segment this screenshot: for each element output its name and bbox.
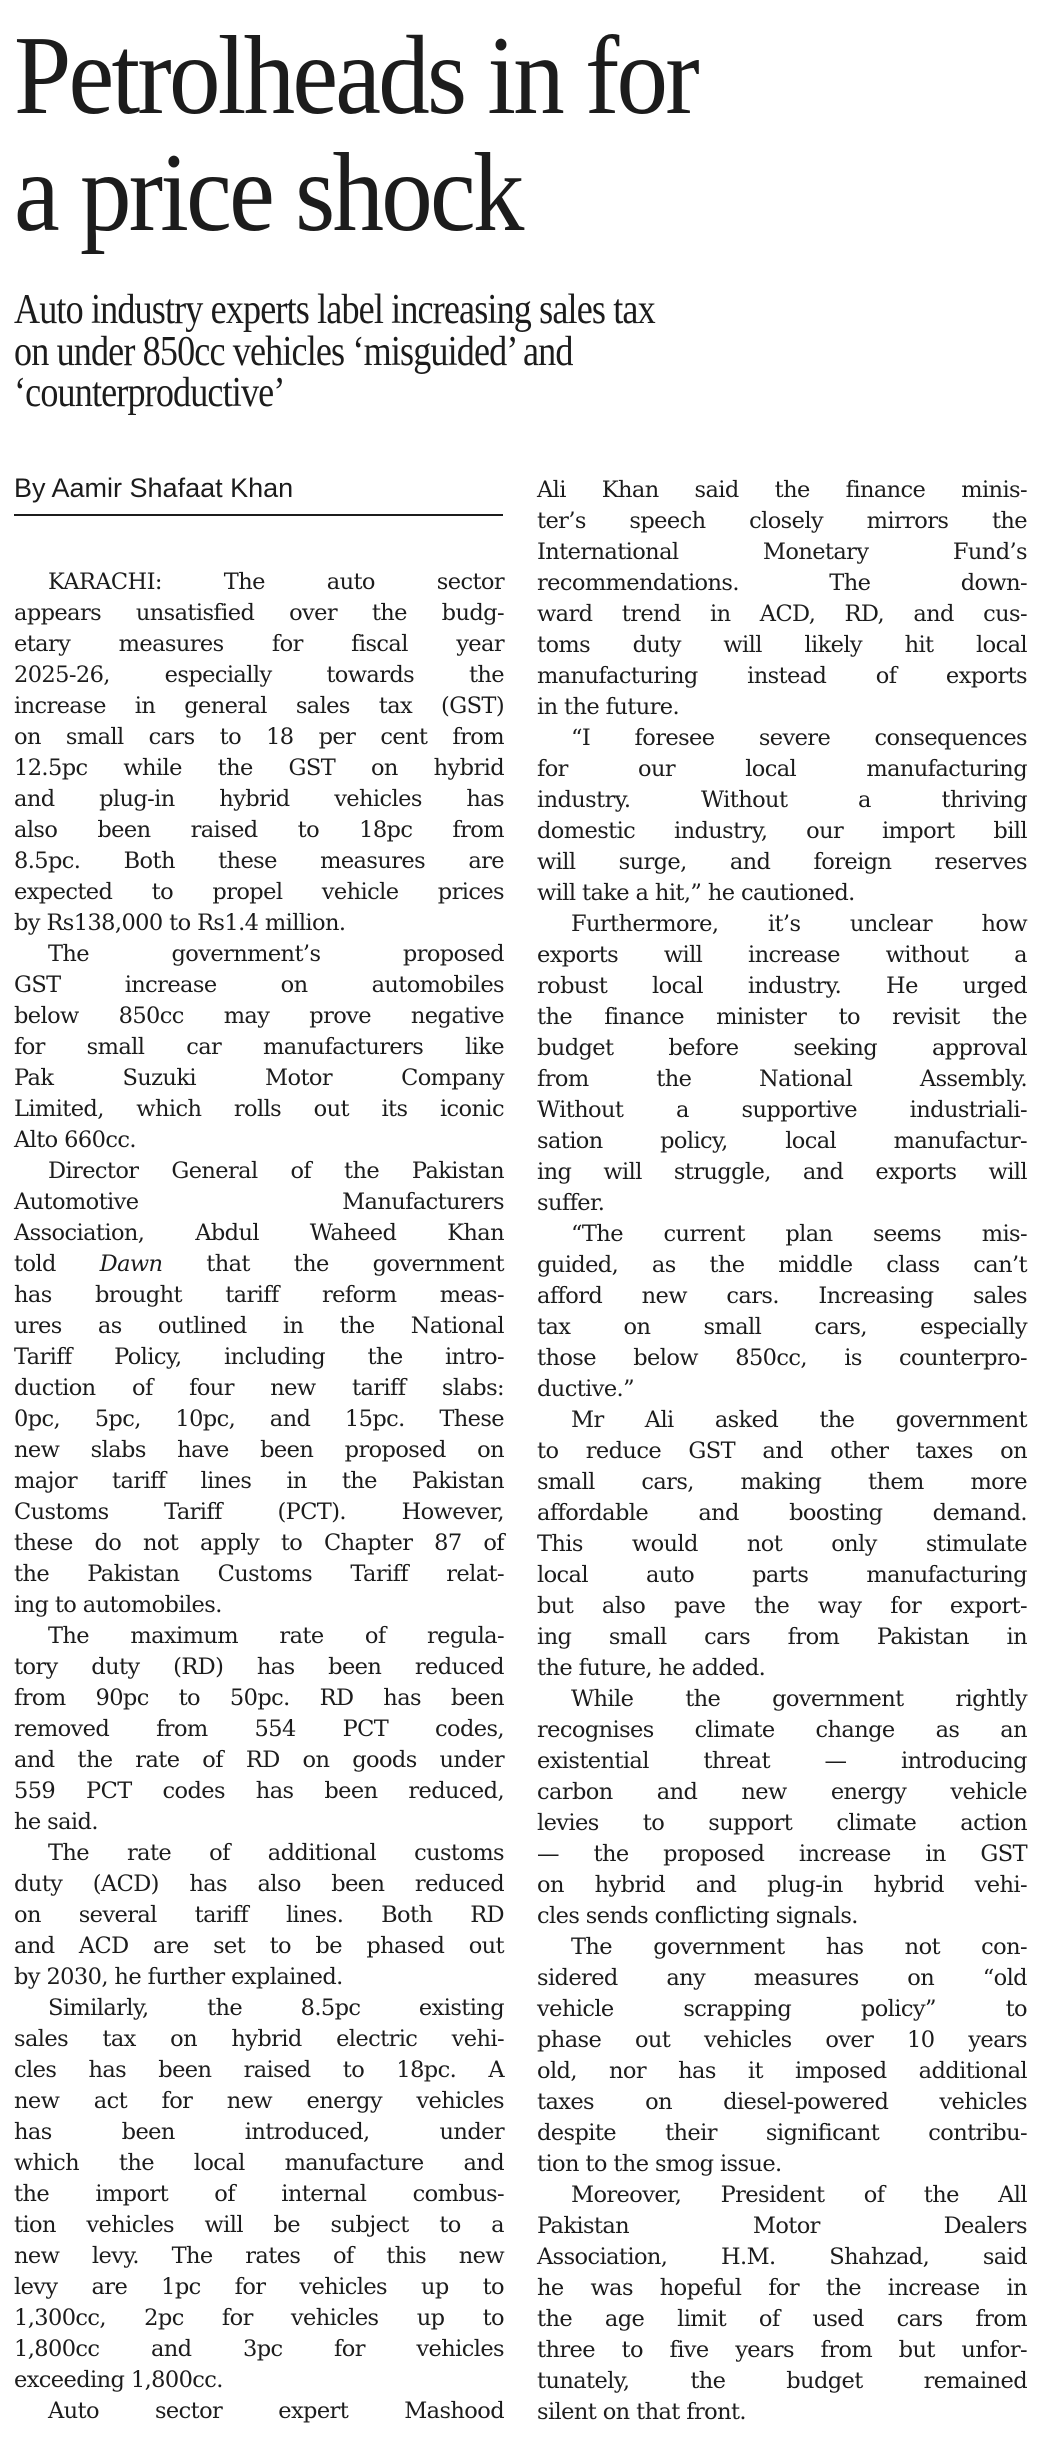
text-line: existential threat — introducing bbox=[537, 1748, 1027, 1774]
text-line: Customs Tariff (PCT). However, bbox=[14, 1499, 504, 1525]
text-line: but also pave the way for export- bbox=[537, 1593, 1027, 1619]
text-line: the age limit of used cars from bbox=[537, 2306, 1027, 2332]
text-line: robust local industry. He urged bbox=[537, 973, 1027, 999]
text-line: also been raised to 18pc from bbox=[14, 817, 504, 843]
text-line: by 2030, he further explained. bbox=[14, 1964, 343, 1990]
text-line: and the rate of RD on goods under bbox=[14, 1747, 504, 1773]
text-line: the future, he added. bbox=[537, 1655, 766, 1681]
text-line: exceeding 1,800cc. bbox=[14, 2367, 223, 2393]
subheadline-line-2: on under 850cc vehicles ‘misguided’ and bbox=[14, 328, 573, 375]
text-line: sidered any measures on “old bbox=[537, 1965, 1027, 1991]
text-line: duction of four new tariff slabs: bbox=[14, 1375, 504, 1401]
text-line: old, nor has it imposed additional bbox=[537, 2058, 1027, 2084]
text-line: from 90pc to 50pc. RD has been bbox=[14, 1685, 504, 1711]
text-line: which the local manufacture and bbox=[14, 2150, 504, 2176]
paragraph-start-line: KARACHI: The auto sector bbox=[48, 569, 504, 595]
text-line: guided, as the middle class can’t bbox=[537, 1252, 1027, 1278]
text-line: Automotive Manufacturers bbox=[14, 1189, 504, 1215]
subheadline bbox=[14, 287, 655, 416]
text-line: duty (ACD) has also been reduced bbox=[14, 1871, 504, 1897]
text-line: tunately, the budget remained bbox=[537, 2368, 1027, 2394]
text-line: from the National Assembly. bbox=[537, 1066, 1027, 1092]
text-line: small cars, making them more bbox=[537, 1469, 1027, 1495]
text-line: Association, Abdul Waheed Khan bbox=[14, 1220, 504, 1246]
text-line: in the future. bbox=[537, 694, 680, 720]
text-line: exports will increase without a bbox=[537, 942, 1027, 968]
paragraph-start-line: “I foresee severe consequences bbox=[571, 725, 1027, 751]
text-line: to reduce GST and other taxes on bbox=[537, 1438, 1027, 1464]
text-line: 1,800cc and 3pc for vehicles bbox=[14, 2336, 504, 2362]
article-column-right bbox=[537, 475, 1027, 2428]
text-line: ing will struggle, and exports will bbox=[537, 1159, 1027, 1185]
headline-line-2: a price shock bbox=[14, 131, 522, 255]
paragraph-start-line: Director General of the Pakistan bbox=[48, 1158, 504, 1184]
text-line: This would not only stimulate bbox=[537, 1531, 1027, 1557]
text-line: tion vehicles will be subject to a bbox=[14, 2212, 504, 2238]
text-line: has been introduced, under bbox=[14, 2119, 504, 2145]
paragraph-start-line: Mr Ali asked the government bbox=[571, 1407, 1027, 1433]
paragraph-start-line: The maximum rate of regula- bbox=[48, 1623, 504, 1649]
text-line: Pak Suzuki Motor Company bbox=[14, 1065, 504, 1091]
text-line: etary measures for fiscal year bbox=[14, 631, 504, 657]
text-line: tory duty (RD) has been reduced bbox=[14, 1654, 504, 1680]
text-line: the Pakistan Customs Tariff relat- bbox=[14, 1561, 504, 1587]
text-line: domestic industry, our import bill bbox=[537, 818, 1027, 844]
text-line: has brought tariff reform meas- bbox=[14, 1282, 504, 1308]
text-line: ward trend in ACD, RD, and cus- bbox=[537, 601, 1027, 627]
subheadline-line-3: ‘counterproductive’ bbox=[14, 370, 285, 416]
text-line: new slabs have been proposed on bbox=[14, 1437, 504, 1463]
text-line: removed from 554 PCT codes, bbox=[14, 1716, 504, 1742]
text-line: GST increase on automobiles bbox=[14, 972, 504, 998]
text-line: by Rs138,000 to Rs1.4 million. bbox=[14, 910, 346, 936]
text-line: the finance minister to revisit the bbox=[537, 1004, 1027, 1030]
text-line: levy are 1pc for vehicles up to bbox=[14, 2274, 504, 2300]
text-line: will take a hit,” he cautioned. bbox=[537, 880, 855, 906]
text-line: carbon and new energy vehicle bbox=[537, 1779, 1027, 1805]
text-line: recommendations. The down- bbox=[537, 570, 1027, 596]
text-line: Ali Khan said the finance minis- bbox=[537, 477, 1027, 503]
text-line: appears unsatisfied over the budg- bbox=[14, 600, 504, 626]
text-line: new act for new energy vehicles bbox=[14, 2088, 504, 2114]
text-line: vehicle scrapping policy” to bbox=[537, 1996, 1027, 2022]
byline: By Aamir Shafaat Khan bbox=[14, 473, 294, 503]
article-column-left bbox=[14, 567, 504, 2427]
text-line: 559 PCT codes has been reduced, bbox=[14, 1778, 504, 1804]
text-line: 8.5pc. Both these measures are bbox=[14, 848, 504, 874]
text-line: 0pc, 5pc, 10pc, and 15pc. These bbox=[14, 1406, 504, 1432]
text-line: tax on small cars, especially bbox=[537, 1314, 1027, 1340]
text-line: 12.5pc while the GST on hybrid bbox=[14, 755, 504, 781]
paragraph-start-line: The government has not con- bbox=[571, 1934, 1027, 1960]
text-line: sales tax on hybrid electric vehi- bbox=[14, 2026, 504, 2052]
text-line: phase out vehicles over 10 years bbox=[537, 2027, 1027, 2053]
text-line: Limited, which rolls out its iconic bbox=[14, 1096, 504, 1122]
paragraph-start-line: Moreover, President of the All bbox=[571, 2182, 1027, 2208]
text-line: silent on that front. bbox=[537, 2399, 746, 2425]
text-line: expected to propel vehicle prices bbox=[14, 879, 504, 905]
text-line: below 850cc may prove negative bbox=[14, 1003, 504, 1029]
text-line: despite their significant contribu- bbox=[537, 2120, 1027, 2146]
text-line: affordable and boosting demand. bbox=[537, 1500, 1027, 1526]
text-line: recognises climate change as an bbox=[537, 1717, 1027, 1743]
text-line: major tariff lines in the Pakistan bbox=[14, 1468, 504, 1494]
text-line: ter’s speech closely mirrors the bbox=[537, 508, 1027, 534]
text-line: budget before seeking approval bbox=[537, 1035, 1027, 1061]
text-line: new levy. The rates of this new bbox=[14, 2243, 504, 2269]
paragraph-start-line: The rate of additional customs bbox=[48, 1840, 504, 1866]
text-line: for small car manufacturers like bbox=[14, 1034, 504, 1060]
text-line: will surge, and foreign reserves bbox=[537, 849, 1027, 875]
text-line: Tariff Policy, including the intro- bbox=[14, 1344, 504, 1370]
paragraph-start-line: While the government rightly bbox=[571, 1686, 1027, 1712]
text-line: ures as outlined in the National bbox=[14, 1313, 504, 1339]
text-line: manufacturing instead of exports bbox=[537, 663, 1027, 689]
text-line: afford new cars. Increasing sales bbox=[537, 1283, 1027, 1309]
byline-divider bbox=[14, 514, 503, 516]
publication-name: Dawn bbox=[99, 1251, 163, 1277]
text-line: toms duty will likely hit local bbox=[537, 632, 1027, 658]
text-line: the import of internal combus- bbox=[14, 2181, 504, 2207]
text-line: cles sends conflicting signals. bbox=[537, 1903, 858, 1929]
text-line: on several tariff lines. Both RD bbox=[14, 1902, 504, 1928]
paragraph-start-line: Auto sector expert Mashood bbox=[48, 2398, 504, 2424]
text-line: ing small cars from Pakistan in bbox=[537, 1624, 1027, 1650]
text-line: for our local manufacturing bbox=[537, 756, 1027, 782]
text-line: and plug-in hybrid vehicles has bbox=[14, 786, 504, 812]
text-line: tion to the smog issue. bbox=[537, 2151, 782, 2177]
paragraph-start-line: The government’s proposed bbox=[48, 941, 504, 967]
text-line: cles has been raised to 18pc. A bbox=[14, 2057, 504, 2083]
paragraph-start-line: Furthermore, it’s unclear how bbox=[571, 911, 1027, 937]
text-line: three to five years from but unfor- bbox=[537, 2337, 1027, 2363]
text-line: International Monetary Fund’s bbox=[537, 539, 1027, 565]
subheadline-line-1: Auto industry experts label increasing sales tax bbox=[14, 287, 655, 333]
paragraph-start-line: Similarly, the 8.5pc existing bbox=[48, 1995, 504, 2021]
text-line: told Dawn that the government bbox=[14, 1251, 504, 1277]
paragraph-start-line: “The current plan seems mis- bbox=[571, 1221, 1027, 1247]
text-line: — the proposed increase in GST bbox=[537, 1841, 1027, 1867]
text-line: ductive.” bbox=[537, 1376, 635, 1402]
text-line: Association, H.M. Shahzad, said bbox=[537, 2244, 1027, 2270]
text-line: Alto 660cc. bbox=[14, 1127, 136, 1153]
text-line: on small cars to 18 per cent from bbox=[14, 724, 504, 750]
text-line: Pakistan Motor Dealers bbox=[537, 2213, 1027, 2239]
text-line: Without a supportive industriali- bbox=[537, 1097, 1027, 1123]
text-line: levies to support climate action bbox=[537, 1810, 1027, 1836]
text-line: he said. bbox=[14, 1809, 98, 1835]
text-line: on hybrid and plug-in hybrid vehi- bbox=[537, 1872, 1027, 1898]
text-line: local auto parts manufacturing bbox=[537, 1562, 1027, 1588]
headline-line-1: Petrolheads in for bbox=[14, 14, 697, 138]
text-line: 2025-26, especially towards the bbox=[14, 662, 504, 688]
text-line: sation policy, local manufactur- bbox=[537, 1128, 1027, 1154]
text-line: these do not apply to Chapter 87 of bbox=[14, 1530, 504, 1556]
headline bbox=[14, 14, 697, 255]
text-line: 1,300cc, 2pc for vehicles up to bbox=[14, 2305, 504, 2331]
text-line: taxes on diesel-powered vehicles bbox=[537, 2089, 1027, 2115]
text-line: industry. Without a thriving bbox=[537, 787, 1027, 813]
text-line: ing to automobiles. bbox=[14, 1592, 222, 1618]
text-line: and ACD are set to be phased out bbox=[14, 1933, 504, 1959]
text-line: those below 850cc, is counterpro- bbox=[537, 1345, 1027, 1371]
text-line: suffer. bbox=[537, 1190, 605, 1216]
text-line: increase in general sales tax (GST) bbox=[14, 693, 504, 719]
text-line: he was hopeful for the increase in bbox=[537, 2275, 1027, 2301]
